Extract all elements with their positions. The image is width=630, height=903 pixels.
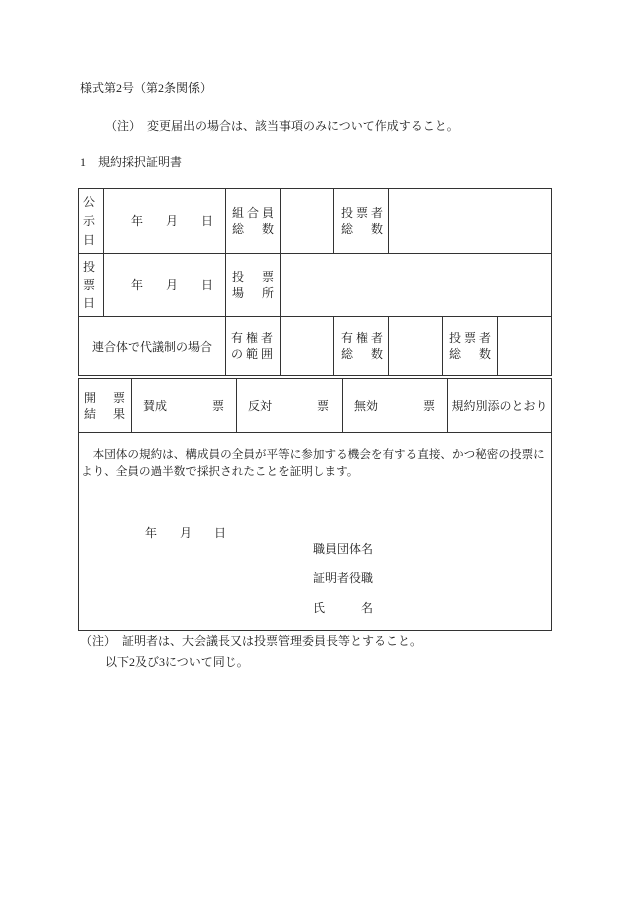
- announcement-date-cell: [103, 188, 226, 254]
- total-voters-value-cell: [388, 188, 552, 254]
- eligible-scope-value-cell: [280, 316, 334, 376]
- against-unit: 票: [317, 398, 330, 413]
- union-name-label: 職員団体名: [313, 542, 374, 556]
- invalid-cell: [342, 378, 448, 433]
- certifier-title-label: 証明者役職: [313, 571, 374, 585]
- count-result-label-line-1: 開票: [84, 390, 125, 405]
- certification-block: [78, 432, 552, 631]
- total-members-label: [232, 205, 274, 237]
- attachment-note-cell: [447, 378, 552, 433]
- announcement-date-label-cell: [78, 188, 104, 254]
- count-result-label: [84, 390, 125, 422]
- form-number: 様式第2号（第2条関係）: [80, 81, 213, 95]
- invalid-unit: 票: [423, 398, 436, 413]
- federation-label-cell: [78, 316, 226, 376]
- total-eligible-label-cell: [333, 316, 389, 376]
- month-label: 月: [166, 278, 179, 292]
- year-label: 年: [131, 278, 144, 292]
- in-favor-cell: [131, 378, 237, 433]
- voting-place-label-cell: [225, 253, 281, 317]
- total-voters-label: [341, 205, 383, 237]
- federation-total-voters-label-cell: [442, 316, 498, 376]
- in-favor-label: 賛成: [143, 398, 168, 413]
- section-title: 1 規約採択証明書: [80, 155, 183, 169]
- day-label: 日: [201, 214, 214, 228]
- against-cell: [236, 378, 343, 433]
- count-result-label-cell: [78, 378, 132, 433]
- against-label: 反対: [248, 398, 273, 413]
- cert-day-label: 日: [214, 526, 227, 540]
- eligible-scope-label-line-1: 有権者: [231, 331, 273, 345]
- in-favor-unit: 票: [212, 398, 225, 413]
- eligible-scope-label: [231, 330, 273, 362]
- attachment-note: 規約別添のとおり: [451, 399, 548, 413]
- day-label: 日: [201, 278, 214, 292]
- voting-date-cell: [103, 253, 226, 317]
- voting-place-label-line-1: 投票: [232, 270, 274, 284]
- eligible-scope-label-line-2: の範囲: [231, 347, 273, 361]
- voting-date-label: 投票日: [83, 260, 96, 310]
- count-result-label-line-2: 結果: [84, 406, 125, 421]
- total-voters-label-line-1: 投票者: [341, 206, 383, 220]
- certification-statement: 本団体の規約は、構成員の全員が平等に参加する機会を有する直接、かつ秘密の投票により、全員の過半数で採択されたことを証明します。: [81, 448, 545, 478]
- total-eligible-value-cell: [388, 316, 443, 376]
- total-voters-label-line-2: 総数: [341, 222, 383, 236]
- voting-place-label-line-2: 場所: [232, 286, 274, 300]
- voting-place-value-cell: [280, 253, 552, 317]
- total-eligible-label: [341, 330, 383, 362]
- certifier-name-label: 氏名: [313, 601, 373, 615]
- federation-label: 連合体で代議制の場合: [91, 339, 212, 354]
- voting-place-label: [232, 269, 274, 301]
- total-eligible-label-line-2: 総数: [341, 347, 383, 361]
- cert-year-label: 年: [145, 526, 158, 540]
- footnote-line-2: 以下2及び3について同じ。: [105, 655, 249, 669]
- total-members-label-cell: [225, 188, 281, 254]
- invalid-label: 無効: [354, 398, 379, 413]
- eligible-scope-label-cell: [225, 316, 281, 376]
- total-members-label-line-1: 組合員: [232, 206, 274, 220]
- month-label: 月: [166, 214, 179, 228]
- total-voters-label-cell: [333, 188, 389, 254]
- total-eligible-label-line-1: 有権者: [341, 331, 383, 345]
- footnote-line-1: （注） 証明者は、大会議長又は投票管理委員長等とすること。: [80, 634, 423, 648]
- voting-date-label-cell: [78, 253, 104, 317]
- federation-total-voters-label: [449, 330, 491, 362]
- cert-month-label: 月: [180, 526, 193, 540]
- federation-total-voters-value-cell: [497, 316, 552, 376]
- total-members-label-line-2: 総数: [232, 222, 274, 236]
- year-label: 年: [131, 214, 144, 228]
- header-note: （注） 変更届出の場合は、該当事項のみについて作成すること。: [105, 119, 459, 133]
- federation-total-voters-label-line-2: 総数: [449, 347, 491, 361]
- federation-total-voters-label-line-1: 投票者: [449, 331, 491, 345]
- announcement-date-label: 公示日: [83, 194, 96, 247]
- total-members-value-cell: [280, 188, 334, 254]
